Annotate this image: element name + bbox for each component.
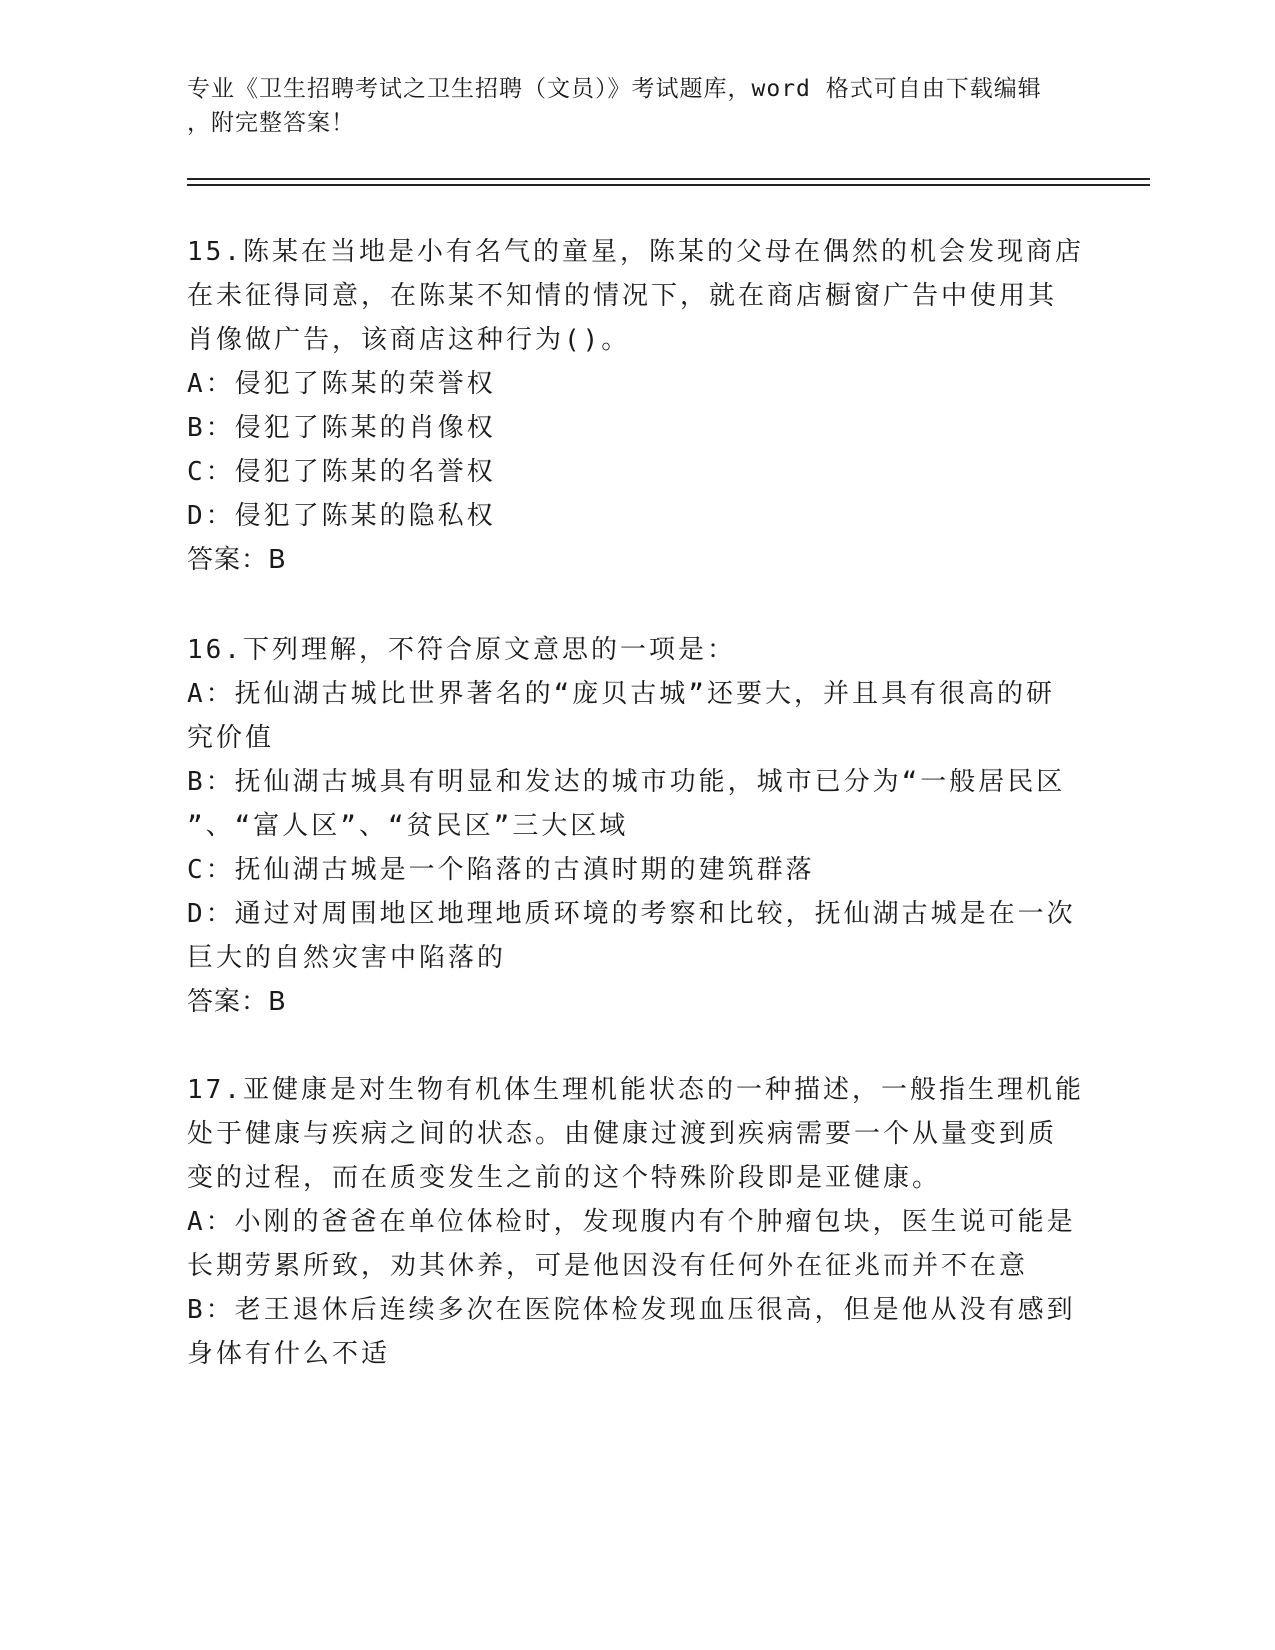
header-line-1: 专业《卫生招聘考试之卫生招聘（文员）》考试题库，word 格式可自由下载编辑 — [187, 76, 1042, 102]
header-divider-bottom — [187, 184, 1150, 186]
option-c: C：抚仙湖古城是一个陷落的古滇时期的建筑群落 — [187, 855, 815, 885]
option-b-continued: ”、“富人区”、“贫民区”三大区域 — [187, 811, 629, 841]
option-a: A：小刚的爸爸在单位体检时，发现腹内有个肿瘤包块，医生说可能是 — [187, 1207, 1076, 1237]
question-stem-line: 15.陈某在当地是小有名气的童星，陈某的父母在偶然的机会发现商店 — [187, 237, 1084, 267]
header-divider-top — [187, 178, 1150, 180]
option-b: B：侵犯了陈某的肖像权 — [187, 413, 496, 443]
option-a: A：抚仙湖古城比世界著名的“庞贝古城”还要大，并且具有很高的研 — [187, 679, 1055, 709]
answer-label: 答案：B — [187, 987, 287, 1017]
option-a: A：侵犯了陈某的荣誉权 — [187, 369, 496, 399]
question-stem-line: 在未征得同意，在陈某不知情的情况下，就在商店橱窗广告中使用其 — [187, 281, 1058, 311]
option-d: D：通过对周围地区地理地质环境的考察和比较，抚仙湖古城是在一次 — [187, 899, 1076, 929]
option-a-continued: 长期劳累所致，劝其休养，可是他因没有任何外在征兆而并不在意 — [187, 1251, 1029, 1281]
question-stem-line: 肖像做广告，该商店这种行为()。 — [187, 325, 631, 355]
question-stem-line: 处于健康与疾病之间的状态。由健康过渡到疾病需要一个从量变到质 — [187, 1119, 1058, 1149]
option-b: B：老王退休后连续多次在医院体检发现血压很高，但是他从没有感到 — [187, 1295, 1076, 1325]
header-line-2: ，附完整答案！ — [187, 110, 355, 136]
option-b: B：抚仙湖古城具有明显和发达的城市功能，城市已分为“一般居民区 — [187, 767, 1066, 797]
question-stem-line: 17.亚健康是对生物有机体生理机能状态的一种描述，一般指生理机能 — [187, 1075, 1084, 1105]
option-d-continued: 巨大的自然灾害中陷落的 — [187, 943, 507, 973]
option-c: C：侵犯了陈某的名誉权 — [187, 457, 496, 487]
option-a-continued: 究价值 — [187, 723, 275, 753]
document-header — [187, 72, 1067, 140]
option-b-continued: 身体有什么不适 — [187, 1339, 391, 1369]
question-stem-line: 变的过程，而在质变发生之前的这个特殊阶段即是亚健康。 — [187, 1163, 942, 1193]
answer-label: 答案：B — [187, 545, 287, 575]
question-stem-line: 16.下列理解，不符合原文意思的一项是： — [187, 635, 736, 665]
option-d: D：侵犯了陈某的隐私权 — [187, 501, 496, 531]
